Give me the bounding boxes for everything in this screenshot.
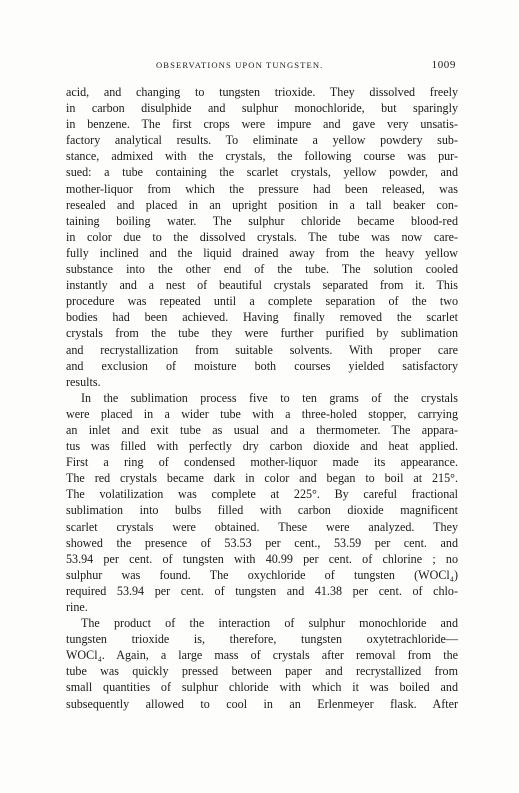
text-line: stance, admixed with the crystals, the following course was pur-	[66, 149, 458, 164]
text-line: First a ring of condensed mother-liquor made its appearance.	[66, 455, 458, 470]
text-line: fully inclined and the liquid drained away from the heavy yellow	[66, 245, 458, 260]
text-line: sublimation into bulbs filled with carbon dioxide magnificent	[66, 503, 458, 518]
text-line: instantly and a nest of beautiful crystals separated from it. This	[66, 278, 458, 293]
text-line: results.	[66, 374, 101, 389]
text-line: mother-liquor from which the pressure had been released, was	[66, 181, 458, 196]
text-line: small quantities of sulphur chloride with which it was boiled and	[66, 680, 458, 695]
text-line: in benzene. The first crops were impure and gave very unsatis-	[66, 117, 458, 132]
running-title: OBSERVATIONS UPON TUNGSTEN.	[156, 60, 324, 70]
text-line: showed the presence of 53.53 per cent., 53.59 per cent. and	[66, 535, 458, 550]
text-line: subsequently allowed to cool in an Erlenmeyer flask. After	[66, 696, 458, 711]
text-line: and exclusion of moisture both courses yielded satisfactory	[66, 358, 458, 373]
text-line: were placed in a wider tube with a three-holed stopper, carrying	[66, 406, 458, 421]
text-line: The volatilization was complete at 225°. By careful fractional	[66, 487, 458, 502]
text-line: in carbon disulphide and sulphur monochloride, but sparingly	[66, 101, 458, 116]
text-line: In the sublimation process five to ten grams of the crystals	[81, 390, 458, 405]
text-line: crystals from the tube they were further purified by sublimation	[66, 326, 458, 341]
text-line: The product of the interaction of sulphur monochloride and	[81, 616, 458, 631]
text-line: and recrystallization from suitable solvents. With proper care	[66, 342, 458, 357]
page-number: 1009	[431, 59, 456, 71]
text-line: scarlet crystals were obtained. These were analyzed. They	[66, 519, 458, 534]
text-line: tube was quickly pressed between paper and recrystallized from	[66, 664, 458, 679]
text-line: factory analytical results. To eliminate a yellow powdery sub-	[66, 133, 458, 148]
text-line: resealed and placed in an upright position in a tall beaker con-	[66, 197, 458, 212]
text-line: rine.	[66, 600, 88, 614]
text-line: procedure was repeated until a complete separation of the two	[66, 294, 458, 309]
text-line: tus was filled with perfectly dry carbon dioxide and heat applied.	[66, 439, 458, 454]
text-line: taining boiling water. The sulphur chloride became blood-red	[66, 213, 458, 228]
text-line: 53.94 per cent. of tungsten with 40.99 per cent. of chlorine ; no	[66, 551, 458, 566]
text-line: required 53.94 per cent. of tungsten and 41.38 per cent. of chlo-	[66, 583, 458, 598]
text-line: sued: a tube containing the scarlet crystals, yellow powder, and	[66, 165, 458, 180]
text-line: bodies had been achieved. Having finally removed the scarlet	[66, 310, 458, 325]
text-line: an inlet and exit tube as usual and a thermometer. The appara-	[66, 422, 458, 437]
text-line: sulphur was found. The oxychloride of tungsten (WOCl₄)	[66, 567, 458, 582]
text-line: substance into the other end of the tube. The solution cooled	[66, 262, 458, 277]
text-line: The red crystals became dark in color and began to boil at 215°.	[66, 471, 458, 486]
body-text	[66, 84, 458, 712]
text-line: tungsten trioxide is, therefore, tungsten oxytetrachloride—	[66, 632, 458, 647]
text-line: WOCl₄. Again, a large mass of crystals after removal from the	[66, 648, 458, 663]
text-line: acid, and changing to tungsten trioxide. They dissolved freely	[66, 85, 458, 99]
running-head	[66, 60, 456, 76]
text-line: in color due to the dissolved crystals. The tube was now care-	[66, 229, 458, 244]
